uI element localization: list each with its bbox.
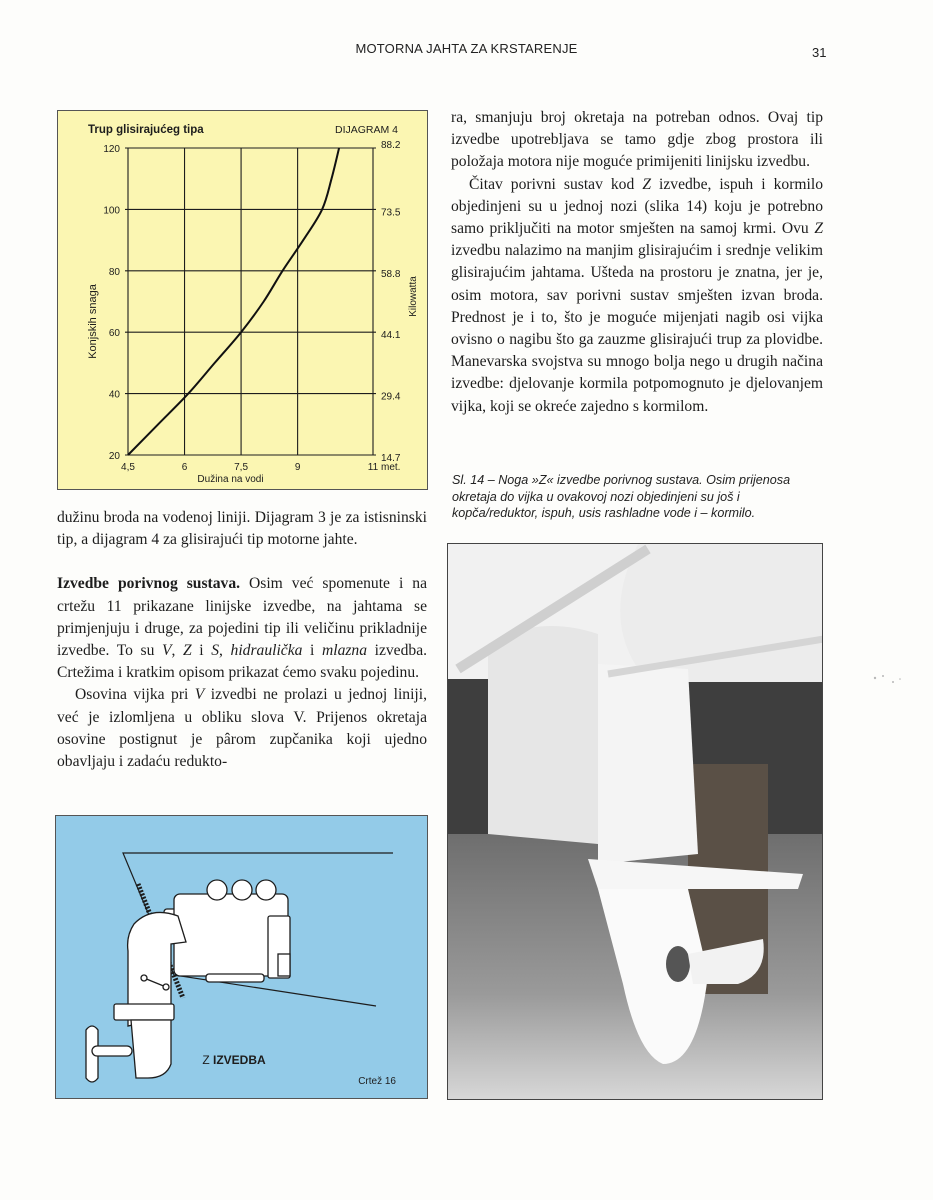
section-heading: Izvedbe porivnog sustava. — [57, 575, 241, 593]
text-run: S — [211, 642, 220, 660]
text-run: Osim već spomenute i na crtežu 11 prikazane linijske izvedbe, na jahtama se primjenjuju i druge, za pojedini tip ili veličinu prikladnije izvedbe. To su — [57, 575, 427, 660]
z-leg — [86, 912, 186, 1082]
y-tick-label: 40 — [108, 389, 120, 401]
y2-tick-label: 44.1 — [381, 330, 401, 342]
paragraph-z-drive — [451, 174, 823, 418]
text-run: izvedba. Crtežima i kratkim opisom prikazat ćemo svaku pojedinu. — [57, 642, 428, 682]
text-run: V — [161, 642, 172, 660]
series — [128, 148, 339, 455]
chart-diagram-label: DIJAGRAM 4 — [334, 124, 398, 136]
paragraph: ra, smanjuju broj okretaja na potreban odnos. Ovaj tip izvedbe upotrebljava se tamo gdje zbog prostora ili položaja motora nije moguće primijeniti linijsku izvedbu. — [451, 109, 823, 171]
diagram-title-main: IZVEDBA — [213, 1053, 266, 1067]
text-run: izvedbu nalazimo na manjim glisirajućim i srednje velikim glisirajućim jahtama. Ušteda na prostoru je znatna, jer je, osim motora, sav porivni sustav smješten izvan broda. Prednost je i to, što je moguće mijenjati nagib osi vijka ovisno o nagibu što ga zauzme glisirajući trup za plovidbe. Manevarska svojstva su mnogo bolja nego u drugih načina izvedbe: djelovanje kormila potpomognuto je djelovanjem vijka, koji se okreće zajedno s kormilom. — [451, 242, 823, 415]
x-tick-label: 7,5 — [234, 462, 249, 473]
photo-render — [448, 544, 823, 1100]
right-column-text — [451, 107, 823, 418]
text-run: mlazna — [321, 642, 368, 660]
y2-axis-label: Kilowatta — [408, 276, 419, 317]
scan-speck — [855, 668, 915, 688]
text-run: V — [194, 686, 205, 704]
diagram-title — [202, 1053, 266, 1067]
y2-tick-labels — [381, 140, 401, 464]
y2-tick-label: 58.8 — [381, 268, 401, 280]
text-run: i — [302, 642, 322, 660]
y2-tick-label: 29.4 — [381, 391, 401, 403]
chart-title: Trup glisirajućeg tipa — [88, 124, 204, 136]
chart-svg — [58, 111, 429, 491]
page-number: 31 — [812, 45, 827, 60]
paragraph: dužinu broda na vodenoj liniji. Dijagram 3 je za istisninski tip, a dijagram 4 za glisirajući tip motorne jahte. — [57, 509, 427, 549]
diagram-title-prefix: Z — [202, 1053, 210, 1067]
y-tick-label: 20 — [108, 451, 120, 462]
text-run: , — [219, 642, 231, 660]
x-axis-label: Dužina na vodi — [197, 474, 264, 485]
y-tick-label: 60 — [108, 328, 120, 340]
x-tick-labels — [121, 462, 379, 473]
text-run: Osovina vijka pri — [75, 686, 195, 704]
text-run: Čitav porivni sustav kod — [469, 175, 643, 193]
text-run: izvedbi ne prolazi u jednoj liniji, već je izlomljena u obliku slova V. Prijenos okretaja osovine postignut je pârom zupčanika koji ujedno obavljaju i zadaću redukto- — [57, 686, 427, 771]
x-unit-label: met. — [381, 462, 401, 473]
y-tick-label: 80 — [108, 266, 120, 278]
text-run: i — [191, 642, 212, 660]
text-run: izvedbe, ispuh i kormilo objedinjeni su u jednoj nozi (slika 14) koju je potrebno samo priključiti na motor smješten na samoj krmi. Ovu — [451, 175, 823, 238]
y-tick-label: 120 — [103, 144, 120, 155]
paragraph-v-drive — [57, 684, 427, 773]
x-tick-label: 9 — [294, 462, 301, 473]
text-run: Z — [814, 220, 823, 238]
z-drive-diagram — [55, 815, 428, 1099]
x-tick-label: 11 — [367, 462, 379, 473]
y2-tick-label: 14.7 — [381, 453, 401, 464]
diagram-label: Crtež 16 — [358, 1076, 396, 1087]
text-run: Z — [183, 642, 192, 660]
running-head: MOTORNA JAHTA ZA KRSTARENJE — [355, 41, 578, 56]
z-drive-drawing — [56, 816, 429, 1100]
x-tick-label: 4,5 — [121, 462, 135, 473]
text-run: , — [171, 642, 184, 660]
z-drive-photo — [447, 543, 823, 1100]
y2-tick-label: 88.2 — [381, 140, 401, 151]
x-tick-label: 6 — [181, 462, 188, 473]
diagram-4-chart — [57, 110, 428, 490]
grid — [125, 148, 376, 455]
paragraph-propulsion-types — [57, 573, 427, 684]
left-column-text — [57, 507, 427, 773]
text-run: Z — [642, 175, 651, 193]
y-tick-label: 100 — [103, 205, 120, 217]
series-line — [128, 148, 339, 455]
y-axis-label: Konjskih snaga — [87, 284, 99, 359]
text-run: hidraulička — [230, 642, 303, 660]
figure-caption: Sl. 14 – Noga »Z« izvedbe porivnog sustava. Osim prijenosa okretaja do vijka u ovakovoj nozi objedinjeni su još i kopča/reduktor, ispuh, usis rashladne vode i – kormilo. — [452, 473, 791, 520]
y-tick-labels — [103, 144, 120, 462]
y2-tick-label: 73.5 — [381, 207, 401, 219]
